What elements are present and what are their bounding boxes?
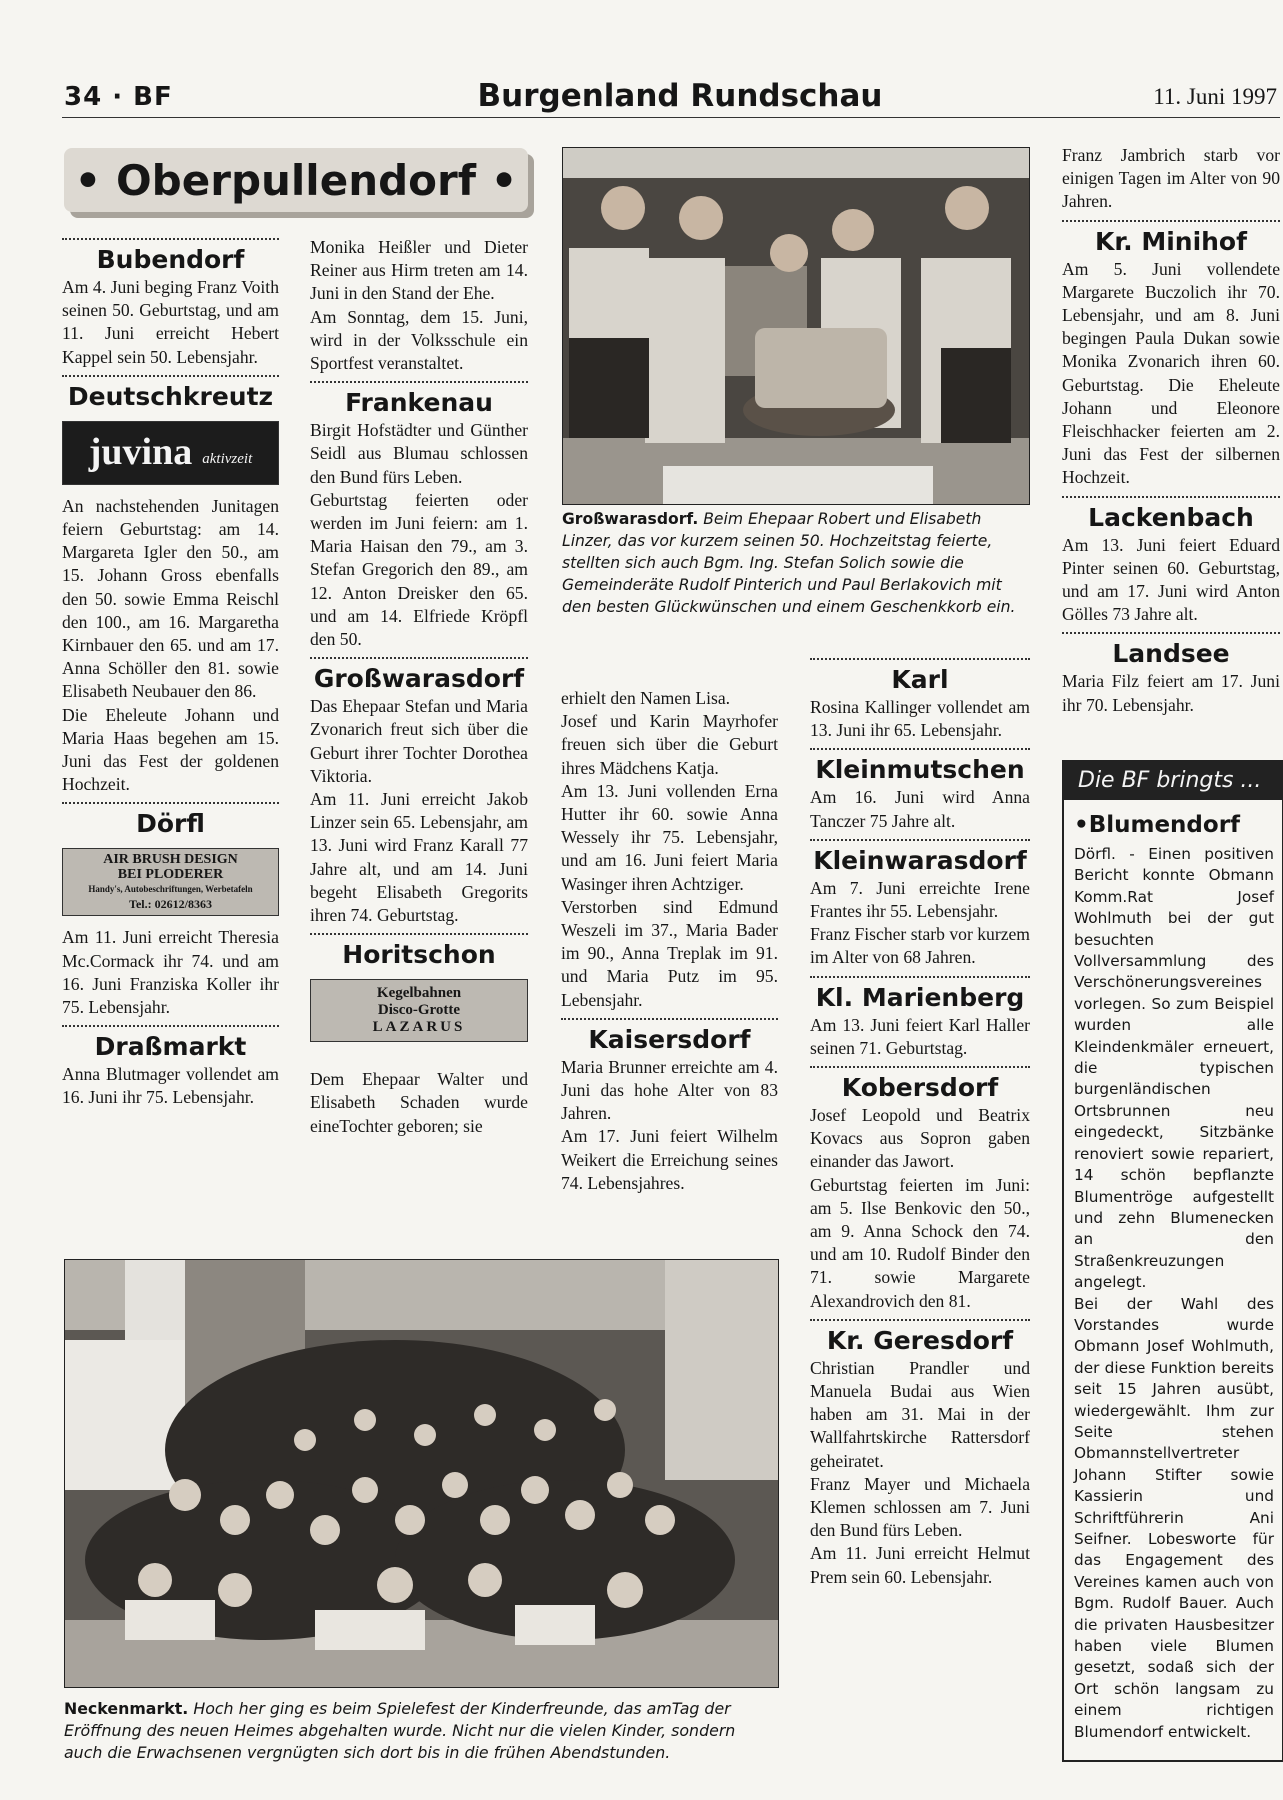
- article-horitschon: Dem Ehepaar Walter und Elisabeth Schaden wurde eineTochter geboren; sie: [310, 1069, 528, 1136]
- dotted-separator: [1062, 632, 1280, 634]
- article-doerfl: Am 11. Juni erreicht Theresia Mc.Cormack ihr 74. und am 16. Juni Franziska Koller ihr 75. Lebensjahr.: [62, 927, 279, 1018]
- dotted-separator: [561, 1018, 778, 1020]
- photo2-caption-text: Hoch her ging es beim Spielefest der Kinderfreunde, das amTag der Eröffnung des neuen Heimes abgehalten wurde. Nicht nur die vielen Kinder, sondern auch die Erwachsenen vergnügten sich dort bis in die frühen Abendstunden.: [64, 1699, 736, 1762]
- newspaper-title: Burgenland Rundschau: [477, 78, 883, 114]
- article-blumendorf-1: Dörfl. - Einen positiven Bericht konnte Obmann Komm.Rat Josef Wohlmuth bei der gut besuchten Vollversammlung des Verschönerungsvereines vorlegen. So zum Beispiel wurden alle Kleindenkmäler erneuert, die typischen burgenländischen Ortsbrunnen neu eingedeckt, Sitzbänke renoviert sowie repariert, 14 schön bepflanzte Blumentröge aufgestellt und zehn Blumenecken an den Straßenkreuzungen angelegt.: [1074, 845, 1274, 1292]
- bf-bringts-box: [1062, 760, 1283, 1762]
- article-deutschkreutz-2: Die Eheleute Johann und Maria Haas begehen am 15. Juni das Fest der goldenen Hochzeit.: [62, 704, 279, 795]
- heading-kr-geresdorf: Kr. Geresdorf: [826, 1325, 1014, 1355]
- ad-juvina: [62, 421, 279, 485]
- dotted-separator: [810, 1319, 1030, 1321]
- photo1-caption-text: Beim Ehepaar Robert und Elisabeth Linzer, das vor kurzem seinen 50. Hochzeitstag feierte, stellten sich auch Bgm. Ing. Stefan Solich sowie die Gemeinderäte Rudolf Pinterich und Paul Berlakovich mit den besten Glückwünschen und einem Geschenkkorb ein.: [562, 510, 1016, 616]
- photo-grosswarasdorf-couple: [562, 147, 1030, 505]
- heading-lackenbach: Lackenbach: [1088, 502, 1254, 532]
- photo2-caption-town: Neckenmarkt.: [64, 1699, 189, 1718]
- heading-grosswarasdorf: Großwarasdorf: [313, 664, 525, 694]
- heading-doerfl: Dörfl: [136, 809, 205, 839]
- column-3: [561, 687, 778, 1195]
- article-lackenbach: Am 13. Juni feiert Eduard Pinter seinen 60. Geburtstag, und am 17. Juni wird Anton Gölles 73 Jahre alt.: [1062, 534, 1280, 625]
- dotted-separator: [810, 748, 1030, 750]
- heading-kleinmutschen: Kleinmutschen: [815, 755, 1025, 785]
- heading-kobersdorf: Kobersdorf: [841, 1073, 999, 1103]
- ad-air-line: BEI PLODERER: [117, 867, 224, 883]
- article-frankenau-2: Geburtstag feierten oder werden im Juni feiern: am 1. Maria Haisan den 79., am 3. Stefan Gregorich den 89., am 12. Anton Dreisker den 65. und am 14. Elfriede Kröpfl den 50.: [310, 489, 528, 650]
- dotted-separator: [1062, 220, 1280, 222]
- article-kr-geresdorf-1: Christian Prandler und Manuela Budai aus Wien haben am 31. Mai in der Wallfahrtskirche Rattersdorf geheiratet.: [810, 1357, 1030, 1471]
- ad-kegel-line: Kegelbahnen: [376, 985, 462, 1002]
- dotted-separator: [1062, 496, 1280, 498]
- bf-bringts-title: Die BF bringts ...: [1064, 762, 1282, 800]
- ad-juvina-logo: juvina: [88, 431, 193, 474]
- article-mayrhofer: Josef und Karin Mayrhofer freuen sich über die Geburt ihres Mädchens Katja.: [561, 711, 778, 778]
- dotted-separator: [310, 933, 528, 935]
- ad-kegelbahnen: [310, 979, 528, 1042]
- photo-crowd-illustration: [65, 1260, 778, 1687]
- article-deutschkreutz-1: An nachstehenden Junitagen feiern Geburtstag: am 14. Margareta Igler den 50., am 15. Johann Gross ebenfalls den 50. sowie Emma Reischl den 100., am 16. Margaretha Kirnbauer den 65. und am 17. Anna Schöller den 81. sowie Elisabeth Neubauer den 86.: [62, 495, 279, 702]
- dotted-separator: [62, 1025, 279, 1027]
- ad-kegel-name: LAZARUS: [372, 1019, 466, 1036]
- article-kleinwarasdorf-2: Franz Fischer starb vor kurzem im Alter von 68 Jahren.: [810, 924, 1030, 968]
- photo-group-illustration: [563, 148, 1029, 504]
- article-kleinmutschen: Am 16. Juni wird Anna Tanczer 75 Jahre alt.: [810, 787, 1030, 831]
- dotted-separator: [62, 802, 279, 804]
- header-rule: [62, 117, 1280, 118]
- heading-karl: Karl: [891, 665, 949, 694]
- dotted-separator: [62, 238, 279, 240]
- article-kaisersdorf-1: Maria Brunner erreichte am 4. Juni das hohe Alter von 83 Jahren.: [561, 1056, 778, 1124]
- article-frankenau-1: Birgit Hofstädter und Günther Seidl aus Blumau schlossen den Bund fürs Leben.: [310, 420, 528, 487]
- column-4: [810, 658, 1030, 1589]
- district-banner: • Oberpullendorf •: [64, 148, 528, 212]
- article-bubendorf: Am 4. Juni beging Franz Voith seinen 50. Geburtstag, und am 11. Juni erreicht Hebert Kappel sein 50. Lebensjahr.: [62, 277, 279, 367]
- heading-kr-minihof: Kr. Minihof: [1094, 226, 1247, 256]
- dotted-separator: [62, 375, 279, 377]
- page-number-section: 34 · BF: [64, 82, 173, 112]
- ad-kegel-line: Disco-Grotte: [377, 1002, 461, 1019]
- article-grosswarasdorf-2: Am 11. Juni erreicht Jakob Linzer sein 65. Lebensjahr, am 13. Juni wird Franz Karall 77 Jahre alt, und am 14. Juni begeht Elisabeth Gregorits ihren 74. Geburtstag.: [310, 789, 528, 926]
- heading-kleinwarasdorf: Kleinwarasdorf: [813, 845, 1027, 875]
- photo1-caption: [562, 508, 1028, 618]
- heading-blumendorf: •Blumendorf: [1074, 812, 1241, 838]
- article-drassmarkt: Anna Blutmager vollendet am 16. Juni ihr 75. Lebensjahr.: [62, 1064, 279, 1108]
- article-landsee: Maria Filz feiert am 17. Juni ihr 70. Lebensjahr.: [1062, 671, 1280, 715]
- article-blumendorf-2: Bei der Wahl des Vorstandes wurde Obmann Josef Wohlmuth, der diese Funktion bereits seit 15 Jahren ausübt, wiedergewählt. Ihm zur Seite stehen Obmannstellvertreter Johann Stifter sowie Kassierin und Schriftführerin Ani Seifner. Lobesworte für das Engagement des Vereines kamen auch von Bgm. Rudolf Bauer. Auch die privaten Hausbesitzer haben viele Blumen gesetzt, sodaß sich der Ort schön langsam zu einem richtigen Blumendorf entwickelt.: [1074, 1294, 1274, 1741]
- article-grosswarasdorf-1: Das Ehepaar Stefan und Maria Zvonarich freut sich über die Geburt ihrer Tochter Dorothea Viktoria.: [310, 696, 528, 786]
- article-deaths: Verstorben sind Edmund Weszeli im 37., Maria Bader im 90., Anna Treplak im 91. und Maria Putz im 95. Lebensjahr.: [561, 896, 778, 1010]
- heading-kaisersdorf: Kaisersdorf: [588, 1024, 751, 1054]
- article-kobersdorf-2: Geburtstag feierten im Juni: am 5. Ilse Benkovic den 50., am 9. Anna Schock den 74. und am 10. Rudolf Binder den 71. sowie Margarete Alexandrovich den 81.: [810, 1174, 1030, 1311]
- column-1: [62, 238, 279, 1110]
- article-kobersdorf-1: Josef Leopold und Beatrix Kovacs aus Sopron gaben einander das Jawort.: [810, 1105, 1030, 1172]
- article-kr-geresdorf-2: Franz Mayer und Michaela Klemen schlossen am 7. Juni den Bund fürs Leben.: [810, 1473, 1030, 1541]
- dotted-separator: [810, 839, 1030, 841]
- dotted-separator: [310, 657, 528, 659]
- article-kleinwarasdorf-1: Am 7. Juni erreichte Irene Frantes ihr 55. Lebensjahr.: [810, 877, 1030, 922]
- ad-air-line: AIR BRUSH DESIGN: [103, 852, 238, 868]
- article-hirm-wedding: Monika Heißler und Dieter Reiner aus Hirm treten am 14. Juni in den Stand der Ehe.: [310, 237, 528, 304]
- photo1-caption-town: Großwarasdorf.: [562, 510, 699, 528]
- article-sportfest: Am Sonntag, dem 15. Juni, wird in der Volksschule ein Sportfest veranstaltet.: [310, 306, 528, 374]
- article-birthdays: Am 13. Juni vollenden Erna Hutter ihr 60. sowie Anna Wessely ihr 75. Lebensjahr, und am 16. Juni feiert Maria Wasinger ihren Achtziger.: [561, 780, 778, 894]
- heading-landsee: Landsee: [1112, 639, 1230, 669]
- photo2-caption: [64, 1698, 777, 1764]
- ad-juvina-tagline: aktivzeit: [202, 451, 253, 468]
- ad-air-phone: Tel.: 02612/8363: [129, 897, 212, 912]
- heading-kl-marienberg: Kl. Marienberg: [815, 982, 1025, 1012]
- dotted-separator: [310, 381, 528, 383]
- dotted-separator: [810, 976, 1030, 978]
- column-5: [1062, 144, 1280, 717]
- article-karl: Rosina Kallinger vollendet am 13. Juni ihr 65. Lebensjahr.: [810, 697, 1030, 741]
- article-jambrich: Franz Jambrich starb vor einigen Tagen im Alter von 90 Jahren.: [1062, 145, 1280, 212]
- heading-horitschon: Horitschon: [342, 940, 496, 970]
- issue-date: 11. Juni 1997: [1153, 84, 1277, 109]
- article-lisa: erhielt den Namen Lisa.: [561, 688, 731, 708]
- dotted-separator: [810, 1066, 1030, 1068]
- photo-neckenmarkt-children: [64, 1259, 779, 1688]
- ad-air-brush: [62, 848, 279, 916]
- heading-deutschkreutz: Deutschkreutz: [67, 381, 274, 411]
- dotted-separator: [810, 658, 1030, 660]
- bf-bringts-body: [1064, 800, 1282, 1743]
- column-2: [310, 236, 528, 1138]
- article-kr-geresdorf-3: Am 11. Juni erreicht Helmut Prem sein 60. Lebensjahr.: [810, 1543, 1030, 1587]
- heading-bubendorf: Bubendorf: [96, 245, 245, 274]
- article-kaisersdorf-2: Am 17. Juni feiert Wilhelm Weikert die Erreichung seines 74. Lebensjahres.: [561, 1126, 778, 1193]
- article-kl-marienberg: Am 13. Juni feiert Karl Haller seinen 71. Geburtstag.: [810, 1014, 1030, 1058]
- heading-frankenau: Frankenau: [345, 388, 493, 418]
- article-kr-minihof: Am 5. Juni vollendete Margarete Buczolich ihr 70. Lebensjahr, und am 8. Juni begingen Paula Dukan sowie Monika Zvonarich ihren 60. Geburtstag. Die Eheleute Johann und Eleonore Fleischhacker feierten am 2. Juni das Fest der silbernen Hochzeit.: [1062, 258, 1280, 488]
- ad-air-line: Handy's, Autobeschriftungen, Werbetafeln: [88, 884, 253, 895]
- heading-drassmarkt: Draßmarkt: [94, 1032, 247, 1062]
